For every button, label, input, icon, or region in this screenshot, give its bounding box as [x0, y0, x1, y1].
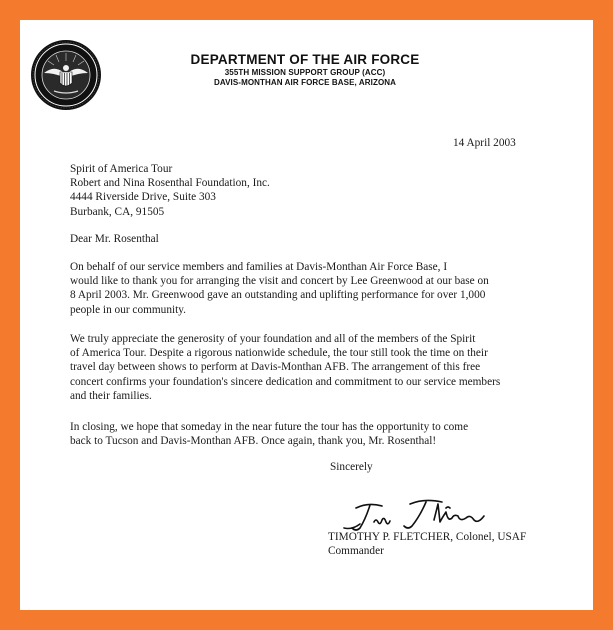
- handwritten-signature-icon: [338, 494, 498, 534]
- recipient-line: Burbank, CA, 91505: [70, 205, 165, 218]
- recipient-line: 4444 Riverside Drive, Suite 303: [70, 191, 216, 204]
- closing: Sincerely: [330, 461, 373, 473]
- body-paragraph: We truly appreciate the generosity of your foundation and all of the members of the Spirit of America Tour. Despite a rigorous nationwide schedule, the tour still took the time on their travel day between shows to perform at Davis-Monthan AFB. The arrangement of this free concert confirms your foundation's sincere dedication and commitment to our service members and their families.: [70, 333, 501, 402]
- letterhead: [140, 52, 470, 88]
- body-paragraph: On behalf of our service members and families at Davis-Monthan Air Force Base, I would like to thank you for arranging the visit and concert by Lee Greenwood at our base on 8 April 2003. Mr. Greenwood gave an outstanding and uplifting performance for over 1,000 people in our community.: [70, 261, 489, 316]
- signer-title: Commander: [328, 545, 384, 558]
- signer-name: TIMOTHY P. FLETCHER, Colonel, USAF: [328, 531, 527, 543]
- letter-date: 14 April 2003: [453, 137, 516, 149]
- letter-page: [20, 20, 593, 610]
- department-name: DEPARTMENT OF THE AIR FORCE: [190, 52, 420, 67]
- base-name: DAVIS-MONTHAN AIR FORCE BASE, ARIZONA: [213, 78, 397, 87]
- group-name: 355TH MISSION SUPPORT GROUP (ACC): [224, 68, 386, 77]
- air-force-seal-icon: [30, 39, 102, 111]
- recipient-line: Robert and Nina Rosenthal Foundation, Inc.: [70, 177, 270, 190]
- recipient-address: [70, 162, 270, 219]
- signature-block: [328, 530, 526, 558]
- salutation: Dear Mr. Rosenthal: [70, 233, 159, 245]
- body-paragraph: In closing, we hope that someday in the near future the tour has the opportunity to come back to Tucson and Davis-Monthan AFB. Once again, thank you, Mr. Rosenthal!: [70, 421, 469, 448]
- recipient-line: Spirit of America Tour: [70, 163, 173, 175]
